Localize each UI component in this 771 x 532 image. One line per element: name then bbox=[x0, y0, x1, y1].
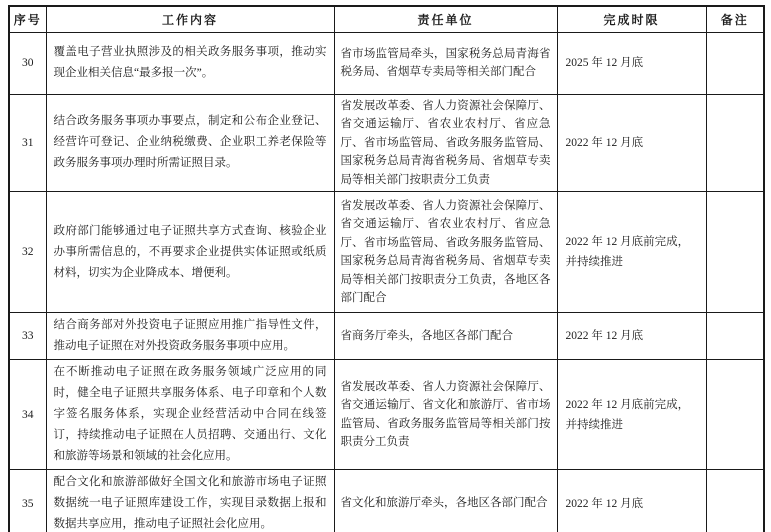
header-remark: 备注 bbox=[706, 6, 764, 32]
remark-cell bbox=[706, 360, 764, 470]
table-body bbox=[9, 32, 764, 532]
row-number: 34 bbox=[9, 360, 46, 470]
header-responsible-unit: 责任单位 bbox=[334, 6, 557, 32]
table-row bbox=[9, 192, 764, 313]
completion-deadline-cell: 2022 年 12 月底 bbox=[557, 470, 706, 532]
table-row bbox=[9, 470, 764, 532]
completion-deadline-cell: 2022 年 12 月底 bbox=[557, 313, 706, 360]
header-deadline: 完成时限 bbox=[557, 6, 706, 32]
header-no: 序号 bbox=[9, 6, 46, 32]
completion-deadline-cell: 2022 年 12 月底前完成，并持续推进 bbox=[557, 192, 706, 313]
remark-cell bbox=[706, 32, 764, 94]
responsible-unit-cell: 省文化和旅游厅牵头，各地区各部门配合 bbox=[334, 470, 557, 532]
remark-cell bbox=[706, 313, 764, 360]
header-row bbox=[9, 6, 764, 32]
remark-cell bbox=[706, 470, 764, 532]
work-content-cell: 结合商务部对外投资电子证照应用推广指导性文件，推动电子证照在对外投资政务服务事项中应用。 bbox=[46, 313, 334, 360]
responsible-unit-cell: 省发展改革委、省人力资源社会保障厅、省交通运输厅、省农业农村厅、省应急厅、省市场监管局、省政务服务监管局、国家税务总局青海省税务局、省烟草专卖局等相关部门按职责分工负责 bbox=[334, 94, 557, 192]
work-content-cell: 政府部门能够通过电子证照共享方式查询、核验企业办事所需信息的，不再要求企业提供实体证照或纸质材料，切实为企业降成本、增便利。 bbox=[46, 192, 334, 313]
row-number: 35 bbox=[9, 470, 46, 532]
work-content-cell: 结合政务服务事项办事要点，制定和公布企业登记、经营许可登记、企业纳税缴费、企业职工养老保险等政务服务事项办理时所需证照目录。 bbox=[46, 94, 334, 192]
table-row bbox=[9, 94, 764, 192]
work-content-cell: 配合文化和旅游部做好全国文化和旅游市场电子证照数据统一电子证照库建设工作，实现目录数据上报和数据共享应用，推动电子证照社会化应用。 bbox=[46, 470, 334, 532]
row-number: 32 bbox=[9, 192, 46, 313]
completion-deadline-cell: 2022 年 12 月底 bbox=[557, 94, 706, 192]
remark-cell bbox=[706, 192, 764, 313]
responsible-unit-cell: 省发展改革委、省人力资源社会保障厅、省交通运输厅、省农业农村厅、省应急厅、省市场监管局、省政务服务监管局、国家税务总局青海省税务局、省烟草专卖局等相关部门按职责分工负责，各地区各部门配合 bbox=[334, 192, 557, 313]
header-work-content: 工作内容 bbox=[46, 6, 334, 32]
table-row bbox=[9, 32, 764, 94]
responsible-unit-cell: 省市场监管局牵头，国家税务总局青海省税务局、省烟草专卖局等相关部门配合 bbox=[334, 32, 557, 94]
row-number: 33 bbox=[9, 313, 46, 360]
table-row bbox=[9, 313, 764, 360]
remark-cell bbox=[706, 94, 764, 192]
table-row bbox=[9, 360, 764, 470]
completion-deadline-cell: 2022 年 12 月底前完成，并持续推进 bbox=[557, 360, 706, 470]
responsible-unit-cell: 省发展改革委、省人力资源社会保障厅、省交通运输厅、省文化和旅游厅、省市场监管局、省政务服务监管局等相关部门按职责分工负责 bbox=[334, 360, 557, 470]
responsible-unit-cell: 省商务厅牵头，各地区各部门配合 bbox=[334, 313, 557, 360]
work-content-cell: 在不断推动电子证照在政务服务领域广泛应用的同时，健全电子证照共享服务体系、电子印章和个人数字签名服务体系，实现企业经营活动中合同在线签订，持续推动电子证照在人员招聘、交通出行、文化和旅游等场景和领域的社会化应用。 bbox=[46, 360, 334, 470]
work-content-cell: 覆盖电子营业执照涉及的相关政务服务事项，推动实现企业相关信息“最多报一次”。 bbox=[46, 32, 334, 94]
work-items-table bbox=[8, 5, 765, 532]
completion-deadline-cell: 2025 年 12 月底 bbox=[557, 32, 706, 94]
row-number: 31 bbox=[9, 94, 46, 192]
row-number: 30 bbox=[9, 32, 46, 94]
